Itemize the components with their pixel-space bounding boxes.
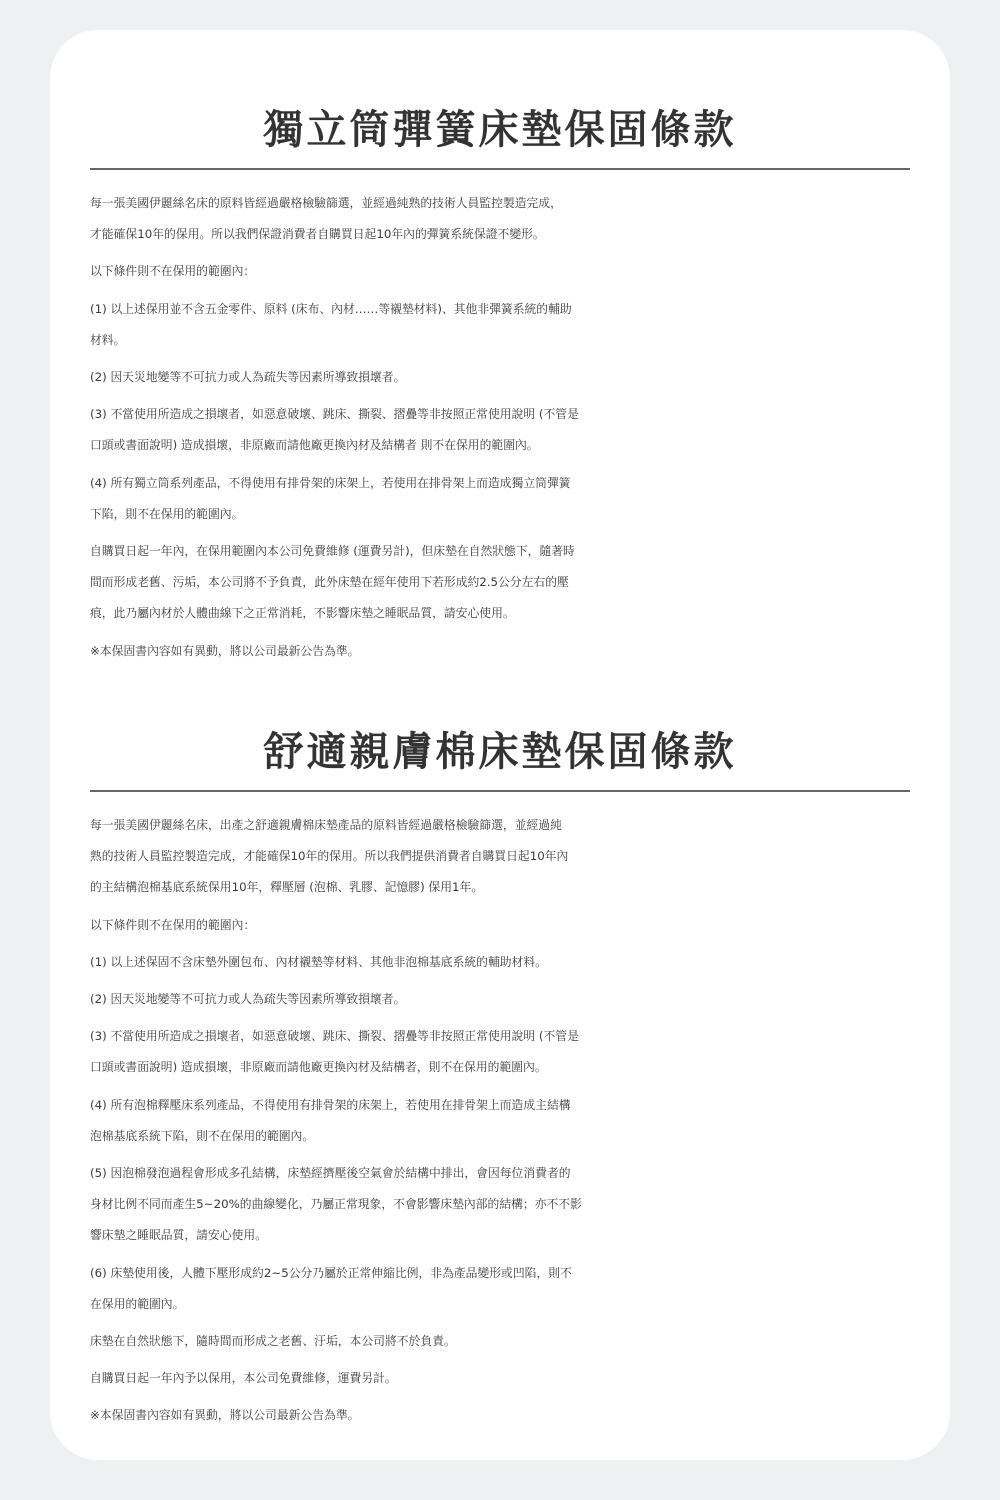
warranty-paragraph [90,1258,910,1320]
comfort-foam-warranty-section [90,720,910,1438]
paragraph-line: (4) 所有獨立筒系列產品，不得使用有排骨架的床架上，若使用在排骨架上而造成獨立筒彈簧 [90,475,571,490]
paragraph-line: ※本保固書內容如有異動，將以公司最新公告為準。 [90,643,360,658]
warranty-paragraph [90,256,910,287]
paragraph-line: 口頭或書面說明) 造成損壞，非原廠而請他廠更換內材及結構者 則不在保用的範圍內。 [90,438,539,453]
warranty-paragraph [90,1090,910,1152]
paragraph-line: 材料。 [90,332,126,347]
paragraph-line: 泡棉基底系統下陷，則不在保用的範圍內。 [90,1128,315,1143]
paragraph-line: (4) 所有泡棉釋壓床系列產品，不得使用有排骨架的床架上，若使用在排骨架上而造成主結構 [90,1097,571,1112]
paragraph-line: 痕，此乃屬內材於人體曲線下之正常消耗，不影響床墊之睡眠品質，請安心使用。 [90,606,515,621]
paragraph-line: 自購買日起一年內，在保用範圍內本公司免費維修 (運費另計)，但床墊在自然狀態下，隨著時 [90,544,575,559]
paragraph-line: 床墊在自然狀態下，隨時間而形成之老舊、汙垢，本公司將不於負責。 [90,1334,456,1349]
paragraph-line: (2) 因天災地變等不可抗力或人為疏失等因素所導致損壞者。 [90,992,406,1007]
paragraph-line: 才能確保10年的保用。所以我們保證消費者自購買日起10年內的彈簧系統保證不變形。 [90,227,545,242]
document-card [50,30,950,1460]
warranty-paragraph [90,1400,910,1431]
paragraph-line: 間而形成老舊、污垢，本公司將不予負責，此外床墊在經年使用下若形成約2.5公分左右的壓 [90,575,569,590]
warranty-paragraph [90,1326,910,1357]
warranty-paragraph [90,984,910,1015]
warranty-paragraph [90,810,910,904]
pocket-spring-warranty-section [90,98,910,673]
paragraph-line: 身材比例不同而產生5~20%的曲線變化，乃屬正常現象，不會影響床墊內部的結構；亦不不影 [90,1197,582,1212]
paragraph-line: (1) 以上述保固不含床墊外圍包布、內材襯墊等材料、其他非泡棉基底系統的輔助材料。 [90,954,547,969]
warranty-paragraph [90,1158,910,1252]
paragraph-line: 每一張美國伊麗絲名床，出產之舒適親膚棉床墊產品的原料皆經過嚴格檢驗篩選，並經過純 [90,818,562,832]
paragraph-line: 口頭或書面說明) 造成損壞，非原廠而請他廠更換內材及結構者，則不在保用的範圍內。 [90,1060,547,1075]
title-divider [90,168,910,170]
warranty-paragraph [90,468,910,530]
paragraph-line: (1) 以上述保用並不含五金零件、原料 (床布、內材……等襯墊材料)、其他非彈簧系統的輔助 [90,301,572,316]
warranty-paragraph [90,188,910,250]
section-body [90,188,910,667]
warranty-paragraph [90,362,910,393]
paragraph-line: (3) 不當使用所造成之損壞者，如惡意破壞、跳床、撕裂、摺疊等非按照正常使用說明 (不管是 [90,1029,579,1044]
warranty-paragraph [90,636,910,667]
section-title: 獨立筒彈簧床墊保固條款 [263,107,737,153]
title-divider [90,790,910,792]
section-body [90,810,910,1432]
warranty-paragraph [90,294,910,356]
paragraph-line: (2) 因天災地變等不可抗力或人為疏失等因素所導致損壞者。 [90,370,406,385]
section-title: 舒適親膚棉床墊保固條款 [263,729,737,775]
paragraph-line: 的主結構泡棉基底系統保用10年，釋壓層 (泡棉、乳膠、記憶膠) 保用1年。 [90,880,484,895]
warranty-paragraph [90,1363,910,1394]
paragraph-line: 以下條件則不在保用的範圍內： [90,917,256,932]
warranty-paragraph [90,399,910,461]
paragraph-line: ※本保固書內容如有異動，將以公司最新公告為準。 [90,1408,360,1423]
paragraph-line: (3) 不當使用所造成之損壞者，如惡意破壞、跳床、撕裂、摺疊等非按照正常使用說明 (不管是 [90,407,579,422]
paragraph-line: 熟的技術人員監控製造完成，才能確保10年的保用。所以我們提供消費者自購買日起10年內 [90,849,569,864]
paragraph-line: (6) 床墊使用後，人體下壓形成約2~5公分乃屬於正常伸縮比例，非為產品變形或凹陷，則不 [90,1265,572,1280]
warranty-paragraph [90,947,910,978]
paragraph-line: 下陷，則不在保用的範圍內。 [90,506,244,521]
paragraph-line: 自購買日起一年內予以保用，本公司免費維修，運費另計。 [90,1371,397,1386]
warranty-paragraph [90,910,910,941]
paragraph-line: 以下條件則不在保用的範圍內： [90,264,256,279]
paragraph-line: 每一張美國伊麗絲名床的原料皆經過嚴格檢驗篩選，並經過純熟的技術人員監控製造完成， [90,196,562,210]
paragraph-line: 響床墊之睡眠品質，請安心使用。 [90,1228,267,1243]
paragraph-line: (5) 因泡棉發泡過程會形成多孔結構，床墊經擠壓後空氣會於結構中排出，會因每位消費者的 [90,1166,571,1181]
warranty-paragraph [90,536,910,630]
warranty-paragraph [90,1021,910,1083]
paragraph-line: 在保用的範圍內。 [90,1296,185,1311]
